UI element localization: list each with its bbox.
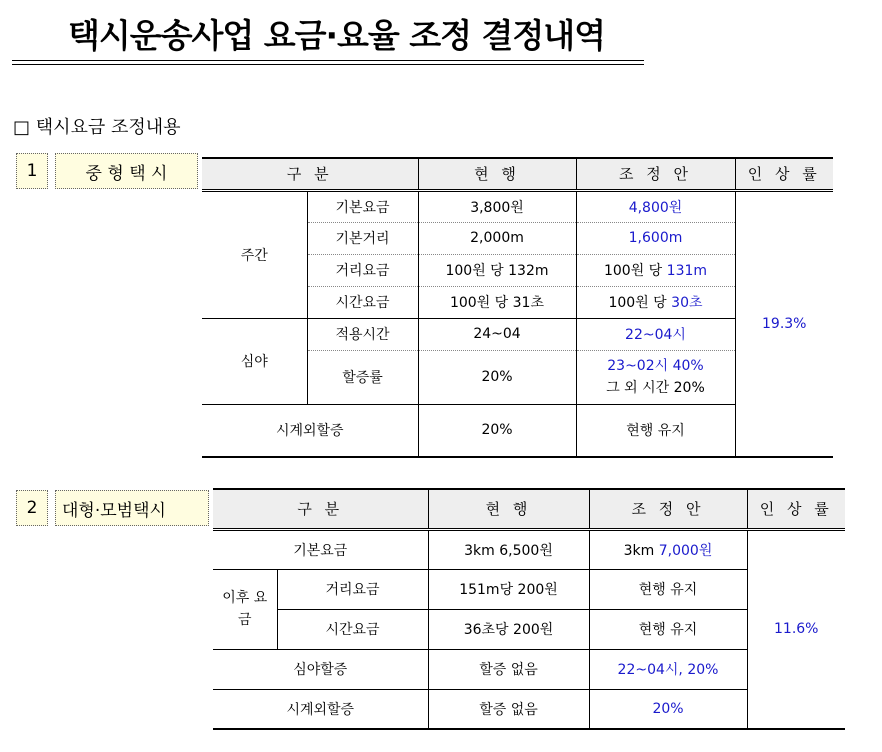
table-header-row (202, 158, 833, 190)
proposed-value: 현행 유지 (576, 404, 735, 457)
proposed-value: 현행 유지 (589, 609, 747, 649)
section2-number: 2 (16, 490, 48, 526)
header-category: 구 분 (213, 489, 428, 529)
row-label: 기본요금 (213, 529, 428, 569)
current-value: 할증 없음 (428, 649, 589, 689)
current-value: 100원 당 31초 (418, 286, 576, 318)
proposed-value: 20% (589, 689, 747, 729)
row-label: 기본요금 (307, 190, 418, 222)
night-label: 심야 (202, 318, 307, 404)
header-proposed: 조 정 안 (576, 158, 735, 190)
row-label: 거리요금 (307, 254, 418, 286)
header-current: 현 행 (428, 489, 589, 529)
table-header-row (213, 489, 845, 529)
section-heading: □ 택시요금 조정내용 (13, 117, 181, 138)
proposed-value: 1,600m (576, 222, 735, 254)
section2-name: 대형·모범택시 (55, 490, 209, 526)
proposed-value: 현행 유지 (589, 569, 747, 609)
row-label: 할증률 (307, 350, 418, 404)
increase-rate: 19.3% (735, 190, 833, 457)
title-underline (12, 60, 644, 65)
day-label: 주간 (202, 190, 307, 318)
header-increase-rate: 인 상 률 (735, 158, 833, 190)
proposed-value: 23~02시 40% 그 외 시간 20% (576, 350, 735, 404)
row-label: 심야할증 (213, 649, 428, 689)
section1-table (202, 157, 833, 458)
proposed-value: 100원 당 131m (576, 254, 735, 286)
after-label: 이후 요금 (213, 569, 277, 649)
page-title: 택시운송사업 요금·요율 조정 결정내역 (68, 16, 606, 55)
row-label: 기본거리 (307, 222, 418, 254)
current-value: 3,800원 (418, 190, 576, 222)
row-label: 시계외할증 (213, 689, 428, 729)
table-row (202, 190, 833, 222)
current-value: 할증 없음 (428, 689, 589, 729)
section1-name: 중 형 택 시 (55, 153, 198, 189)
proposed-value: 100원 당 30초 (576, 286, 735, 318)
proposed-value: 3km 7,000원 (589, 529, 747, 569)
current-value: 20% (418, 350, 576, 404)
current-value: 36초당 200원 (428, 609, 589, 649)
header-current: 현 행 (418, 158, 576, 190)
proposed-value: 22~04시 (576, 318, 735, 350)
row-label: 시간요금 (277, 609, 428, 649)
current-value: 20% (418, 404, 576, 457)
section1-number: 1 (16, 153, 48, 189)
current-value: 2,000m (418, 222, 576, 254)
row-label: 시간요금 (307, 286, 418, 318)
current-value: 151m당 200원 (428, 569, 589, 609)
row-label: 시계외할증 (202, 404, 418, 457)
proposed-value: 4,800원 (576, 190, 735, 222)
increase-rate: 11.6% (747, 529, 845, 729)
table-row (213, 529, 845, 569)
header-increase-rate: 인 상 률 (747, 489, 845, 529)
proposed-value: 22~04시, 20% (589, 649, 747, 689)
section2-table (213, 488, 845, 730)
header-category: 구 분 (202, 158, 418, 190)
header-proposed: 조 정 안 (589, 489, 747, 529)
row-label: 거리요금 (277, 569, 428, 609)
current-value: 100원 당 132m (418, 254, 576, 286)
row-label: 적용시간 (307, 318, 418, 350)
current-value: 3km 6,500원 (428, 529, 589, 569)
current-value: 24~04 (418, 318, 576, 350)
